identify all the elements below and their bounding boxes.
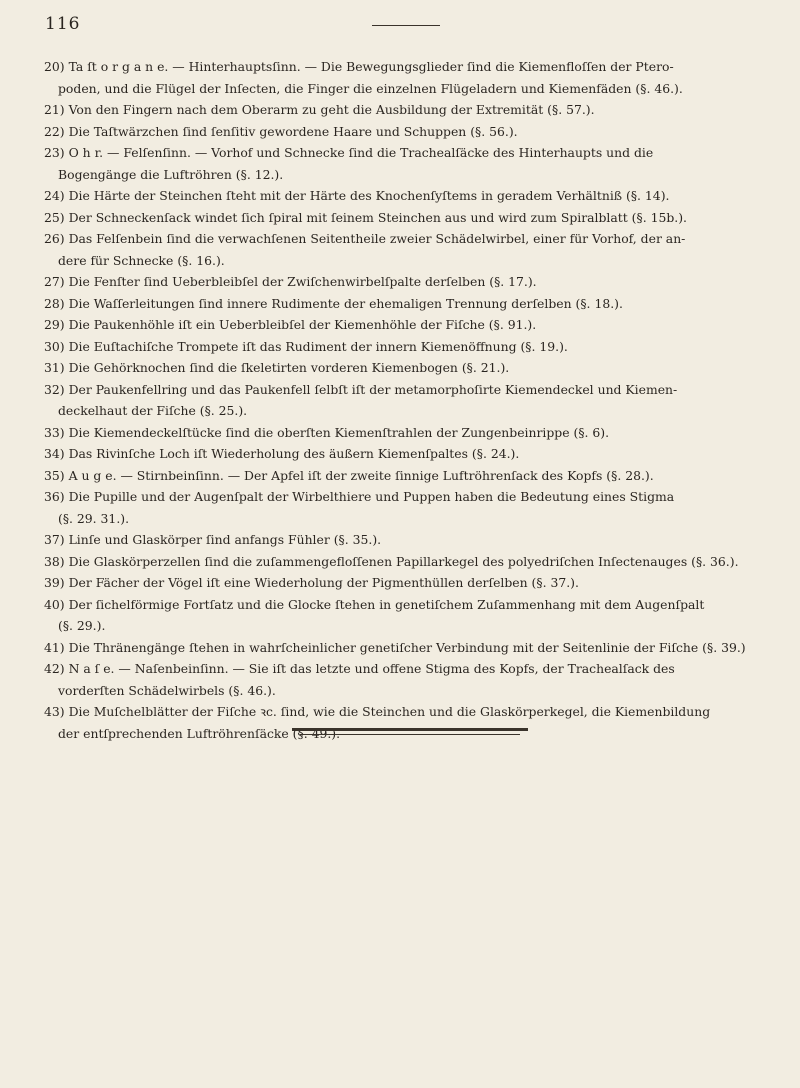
entry-text: Die Taſtwärzchen ſind ſenſitiv gewordene Haare und Schuppen (§. 56.). xyxy=(68,123,518,139)
entry-number: 33) xyxy=(44,424,65,440)
entry-number: 36) xyxy=(44,489,65,504)
footer-rule-thin xyxy=(300,734,520,735)
list-item xyxy=(44,121,792,143)
list-item xyxy=(44,228,792,271)
entry-number: 40) xyxy=(44,596,65,612)
list-item xyxy=(44,443,792,465)
entry-text: Von den Fingern nach dem Oberarm zu geht die Ausbildung der Extremität (§. 57.). xyxy=(68,102,595,117)
list-item xyxy=(44,529,792,551)
list-item xyxy=(44,465,792,487)
entry-continuation: dere für Schnecke (§. 16.). xyxy=(58,252,225,268)
entry-text: Der Paukenfellring und das Paukenfell ſelbſt iſt der metamorphoſirte Kiemendeckel und Kiemen- xyxy=(68,381,678,397)
list-item xyxy=(44,658,792,701)
entry-number: 35) xyxy=(44,467,65,483)
entry-text: Die Waſſerleitungen ſind innere Rudimente der ehemaligen Trennung derſelben (§. 18.). xyxy=(68,295,623,311)
entry-number: 22) xyxy=(44,123,65,139)
entry-text: Der Schneckenſack windet ſich ſpiral mit ſeinem Steinchen aus und wird zum Spiralblatt (§. 15b.). xyxy=(68,209,687,225)
list-item xyxy=(44,207,792,229)
entry-number: 20) xyxy=(44,59,65,74)
entry-number: 38) xyxy=(44,553,65,569)
entry-continuation: Bogengänge die Luftröhren (§. 12.). xyxy=(58,166,284,182)
entry-text: Die Gehörknochen ſind die ſkeletirten vorderen Kiemenbogen (§. 21.). xyxy=(68,360,510,375)
list-item xyxy=(44,185,792,207)
list-item xyxy=(44,99,792,121)
entry-text: Die Glaskörperzellen ſind die zuſammengefloſſenen Papillarkegel des polyedriſchen Inſectenauges (§. 36.). xyxy=(68,553,739,569)
entry-number: 31) xyxy=(44,360,65,375)
entry-continuation: deckelhaut der Fiſche (§. 25.). xyxy=(58,403,248,418)
entry-number: 25) xyxy=(44,209,65,225)
entry-text: Der ſichelförmige Fortſatz und die Glocke ſtehen in genetiſchem Zuſammenhang mit dem Augenſpalt xyxy=(68,596,705,612)
list-item xyxy=(44,701,792,744)
entry-number: 21) xyxy=(44,102,65,117)
entry-text: Die Kiemendeckelſtücke ſind die oberſten Kiemenſtrahlen der Zungenbeinrippe (§. 6). xyxy=(68,424,610,440)
entry-text: A u g e. — Stirnbeinſinn. — Der Apfel iſt der zweite ſinnige Luftröhrenſack des Kopfs (§. 28.). xyxy=(68,467,654,483)
entry-number: 39) xyxy=(44,575,65,590)
entry-continuation: poden, und die Flügel der Inſecten, die Finger die einzelnen Flügeladern und Kiemenfäden (§. 46.). xyxy=(58,80,683,96)
entry-text: Die Härte der Steinchen ſteht mit der Härte des Knochenſyſtems in geradem Verhältniß (§. 14). xyxy=(68,188,670,203)
entry-number: 41) xyxy=(44,639,65,655)
list-item xyxy=(44,142,792,185)
list-item xyxy=(44,551,792,573)
entry-number: 37) xyxy=(44,532,65,547)
entry-text: N a ſ e. — Naſenbeinſinn. — Sie iſt das letzte und offene Stigma des Kopfs, der Trachealſack des xyxy=(68,661,675,676)
entry-text: O h r. — Felſenſinn. — Vorhof und Schnecke ſind die Trachealſäcke des Hinterhaupts und die xyxy=(68,145,654,160)
entry-text: Das Felſenbein ſind die verwachſenen Seitentheile zweier Schädelwirbel, einer für Vorhof, der an- xyxy=(68,231,686,246)
entry-list xyxy=(44,56,792,744)
entry-number: 30) xyxy=(44,338,65,354)
list-item xyxy=(44,357,792,379)
list-item xyxy=(44,336,792,358)
entry-number: 24) xyxy=(44,188,65,203)
list-item xyxy=(44,572,792,594)
entry-text: Der Fächer der Vögel iſt eine Wiederholung der Pigmenthüllen derſelben (§. 37.). xyxy=(68,575,579,590)
entry-number: 28) xyxy=(44,295,65,311)
entry-number: 23) xyxy=(44,145,65,160)
entry-text: Das Rivinſche Loch iſt Wiederholung des äußern Kiemenſpaltes (§. 24.). xyxy=(68,446,520,461)
list-item xyxy=(44,314,792,336)
page-number: 116 xyxy=(45,14,81,34)
entry-number: 26) xyxy=(44,231,65,246)
entry-number: 43) xyxy=(44,704,65,719)
entry-text: Die Thränengänge ſtehen in wahrſcheinlicher genetiſcher Verbindung mit der Seitenlinie der Fiſche (§. 39.) xyxy=(68,639,746,655)
list-item xyxy=(44,486,792,529)
entry-continuation: der entſprechenden Luftröhrenſäcke (§. 49.). xyxy=(58,725,341,741)
entry-number: 32) xyxy=(44,381,65,397)
entry-number: 29) xyxy=(44,317,65,332)
entry-text: Die Euſtachiſche Trompete iſt das Rudiment der innern Kiemenöffnung (§. 19.). xyxy=(68,338,568,354)
entry-text: Die Paukenhöhle iſt ein Ueberbleibſel der Kiemenhöhle der Fiſche (§. 91.). xyxy=(68,317,537,332)
entry-continuation: vorderſten Schädelwirbels (§. 46.). xyxy=(58,682,276,698)
header-rule xyxy=(372,25,440,26)
list-item xyxy=(44,422,792,444)
entry-text: Die Pupille und der Augenſpalt der Wirbelthiere und Puppen haben die Bedeutung eines Stigma xyxy=(68,489,675,504)
list-item xyxy=(44,379,792,422)
list-item xyxy=(44,637,792,659)
list-item xyxy=(44,594,792,637)
entry-number: 27) xyxy=(44,274,65,289)
footer-rule xyxy=(292,728,528,731)
list-item xyxy=(44,293,792,315)
entry-number: 34) xyxy=(44,446,65,461)
list-item xyxy=(44,271,792,293)
entry-number: 42) xyxy=(44,661,65,676)
list-item xyxy=(44,56,792,99)
entry-text: Die Fenſter ſind Ueberbleibſel der Zwiſchenwirbelſpalte derſelben (§. 17.). xyxy=(68,274,537,289)
entry-continuation: (§. 29. 31.). xyxy=(58,510,130,526)
entry-text: Linſe und Glaskörper ſind anfangs Fühler (§. 35.). xyxy=(68,532,382,547)
entry-text: Ta ſt o r g a n e. — Hinterhauptsſinn. — Die Bewegungsglieder ſind die Kiemenfloſſen der Ptero- xyxy=(68,59,674,74)
entry-continuation: (§. 29.). xyxy=(58,618,106,633)
entry-text: Die Muſchelblätter der Fiſche ꝛc. ſind, wie die Steinchen und die Glaskörperkegel, die Kiemenbildung xyxy=(68,704,711,719)
